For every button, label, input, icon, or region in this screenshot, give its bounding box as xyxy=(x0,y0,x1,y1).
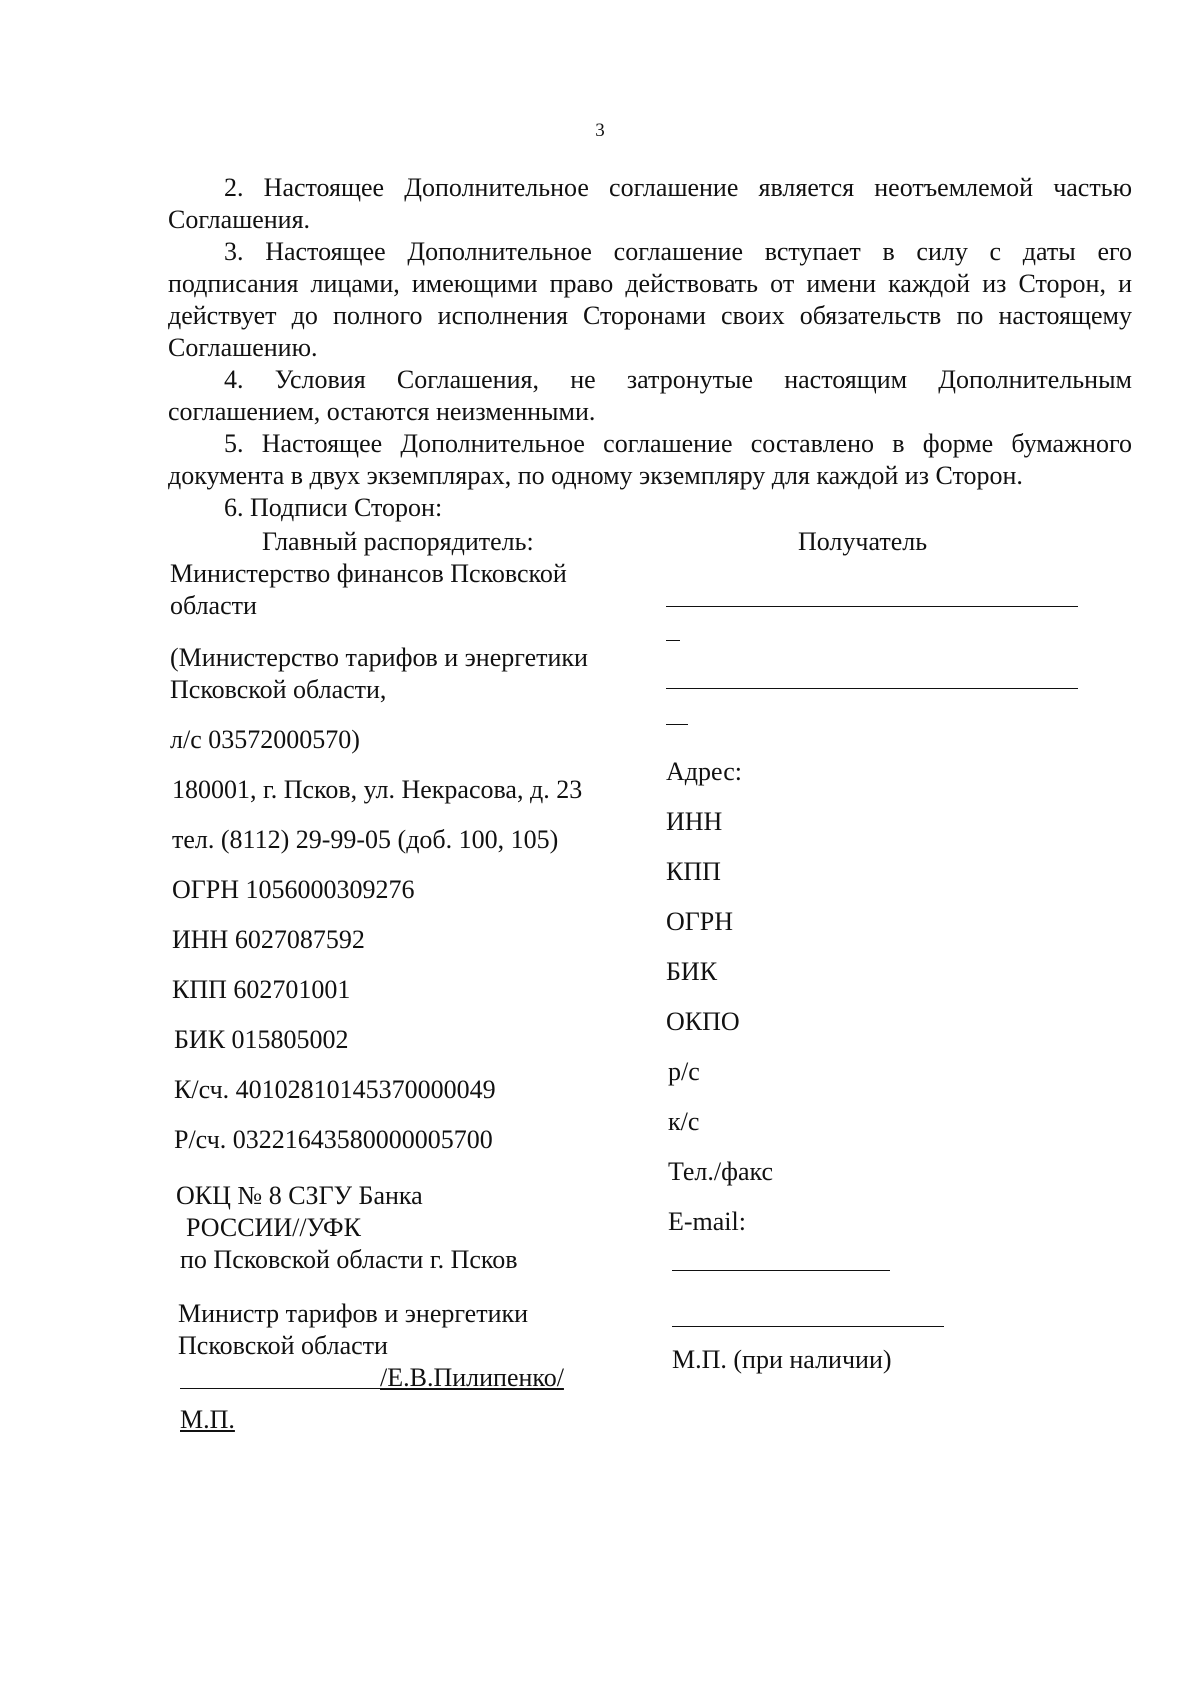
right-ogrn: ОГРН xyxy=(666,907,734,936)
right-bik: БИК xyxy=(666,957,718,986)
left-org-line1: Министерство финансов Псковской xyxy=(170,559,567,588)
left-signature-line xyxy=(180,1388,380,1389)
right-signature-line1 xyxy=(672,1270,890,1271)
right-blank-dash2 xyxy=(666,724,688,725)
left-address: 180001, г. Псков, ул. Некрасова, д. 23 xyxy=(172,775,583,804)
right-blank-dash1 xyxy=(666,640,680,641)
left-ogrn: ОГРН 1056000309276 xyxy=(172,875,415,904)
paragraph-5: 5. Настоящее Дополнительное соглашение составлено в форме бумажного документа в двух экземплярах, по одному экземпляру для каждой из Сторон. xyxy=(168,429,1132,490)
left-phone: тел. (8112) 29-99-05 (доб. 100, 105) xyxy=(172,825,559,854)
left-signer-title1: Министр тарифов и энергетики xyxy=(178,1299,529,1328)
right-rs: р/с xyxy=(668,1057,700,1086)
right-inn: ИНН xyxy=(666,807,723,836)
left-stamp: М.П. xyxy=(180,1405,235,1434)
left-org-sub2: Псковской области, xyxy=(170,675,387,704)
right-heading: Получатель xyxy=(798,527,928,556)
left-bank-line1: ОКЦ № 8 СЗГУ Банка xyxy=(176,1181,423,1210)
right-email: E-mail: xyxy=(668,1207,746,1236)
right-okpo: ОКПО xyxy=(666,1007,740,1036)
left-bik: БИК 015805002 xyxy=(174,1025,349,1054)
paragraph-6: 6. Подписи Сторон: xyxy=(224,493,443,522)
right-blank-line1 xyxy=(666,606,1078,607)
left-heading: Главный распорядитель: xyxy=(262,527,534,556)
left-kpp: КПП 602701001 xyxy=(172,975,351,1004)
left-bank-line2: РОССИИ//УФК xyxy=(186,1213,361,1242)
left-signer-title2: Псковской области xyxy=(178,1331,388,1360)
left-bank-line3: по Псковской области г. Псков xyxy=(180,1245,518,1274)
left-account: л/с 03572000570) xyxy=(170,725,360,754)
right-stamp: М.П. (при наличии) xyxy=(672,1345,892,1374)
right-blank-line2 xyxy=(666,688,1078,689)
left-signer-name: /Е.В.Пилипенко/ xyxy=(380,1363,564,1392)
left-org-sub1: (Министерство тарифов и энергетики xyxy=(170,643,588,672)
right-phone-fax: Тел./факс xyxy=(668,1157,774,1186)
paragraph-4: 4. Условия Соглашения, не затронутые настоящим Дополнительным соглашением, остаются неизменными. xyxy=(168,365,1132,426)
right-kpp: КПП xyxy=(666,857,721,886)
page-number: 3 xyxy=(595,120,605,141)
right-address: Адрес: xyxy=(666,757,742,786)
left-settlement-account: Р/сч. 03221643580000005700 xyxy=(174,1125,493,1154)
left-org-line2: области xyxy=(170,591,257,620)
paragraph-2: 2. Настоящее Дополнительное соглашение является неотъемлемой частью Соглашения. xyxy=(168,173,1132,234)
left-inn: ИНН 6027087592 xyxy=(172,925,365,954)
left-corr-account: К/сч. 40102810145370000049 xyxy=(174,1075,496,1104)
paragraph-3: 3. Настоящее Дополнительное соглашение вступает в силу с даты его подписания лицами, имеющими право действовать от имени каждой из Сторон, и действует до полного исполнения Сторонами своих обязательств по настоящему Соглашению. xyxy=(168,237,1132,362)
right-signature-line2 xyxy=(672,1326,944,1327)
right-ks: к/с xyxy=(668,1107,700,1136)
